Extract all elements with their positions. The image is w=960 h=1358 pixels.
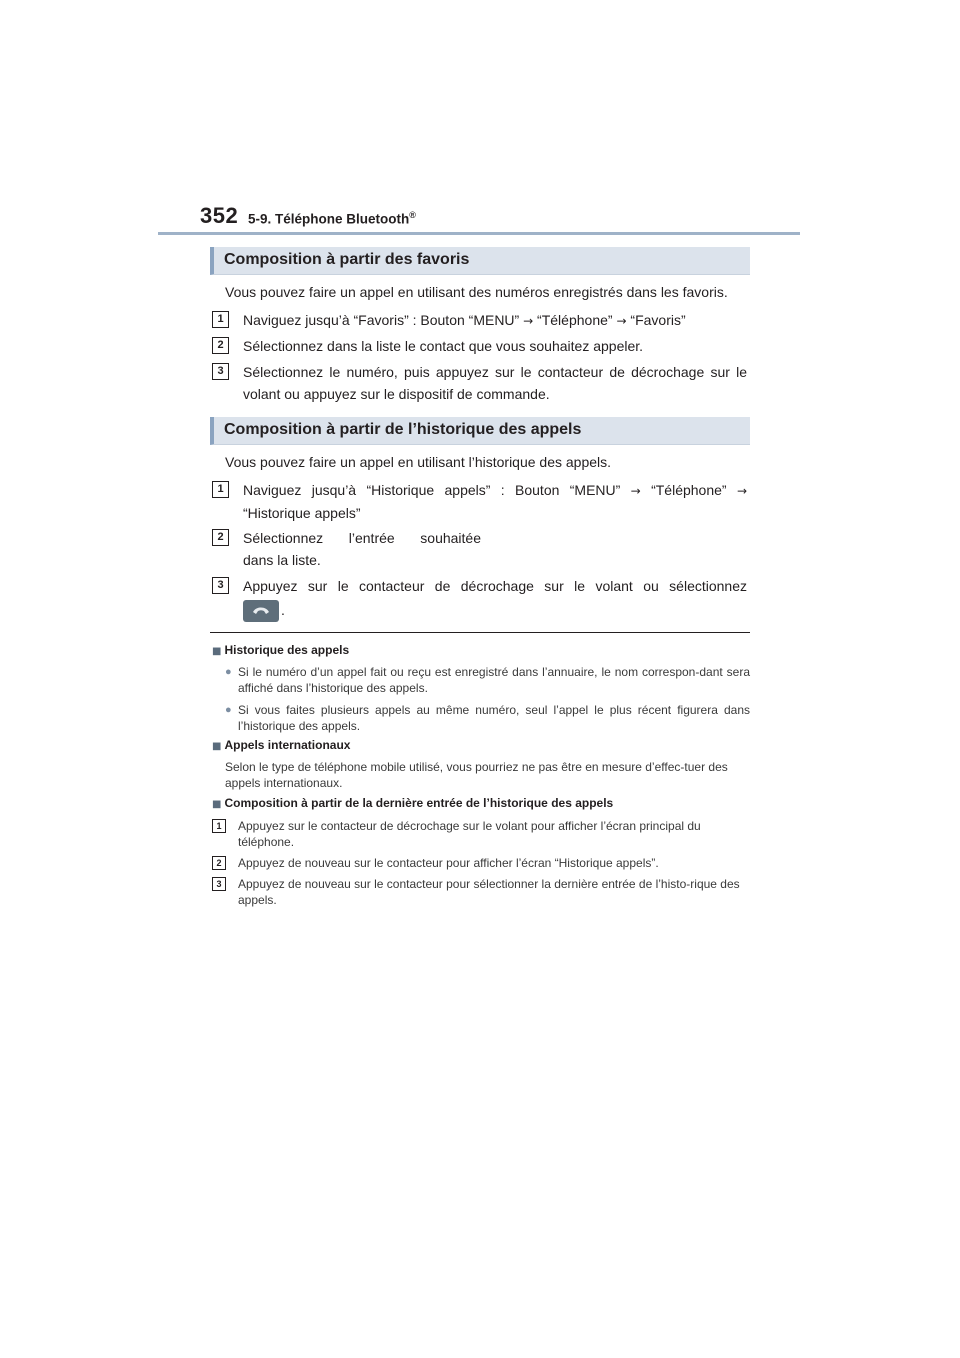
step-number: 1 [212, 819, 226, 833]
step-number: 1 [212, 311, 229, 328]
page-number: 352 [200, 203, 239, 228]
step-number: 2 [212, 529, 229, 546]
square-bullet-icon: ■ [212, 799, 222, 810]
dot-bullet-icon: ● [225, 666, 232, 678]
note-text-internationaux: Selon le type de téléphone mobile utilisé, vous pourriez ne pas être en mesure d’effec-tuer des appels internationaux. [225, 760, 728, 790]
chapter-title: 5-9. Téléphone Bluetooth® [248, 210, 416, 227]
header-rule [158, 232, 800, 235]
note-title-internationaux: ■ Appels internationaux [212, 738, 351, 752]
section1-intro: Vous pouvez faire un appel en utilisant des numéros enregistrés dans les favoris. [225, 284, 728, 300]
dot-bullet-icon: ● [225, 704, 232, 716]
section-title-historique: Composition à partir de l’historique des appels [210, 417, 750, 445]
notes-divider [210, 632, 750, 633]
square-bullet-icon: ■ [212, 741, 222, 752]
step-number: 3 [212, 577, 229, 594]
step-number: 2 [212, 856, 226, 870]
arrow-icon: → [523, 314, 534, 328]
square-bullet-icon: ■ [212, 646, 222, 657]
step-number: 1 [212, 481, 229, 498]
arrow-icon: → [630, 484, 641, 498]
arrow-icon: → [736, 484, 747, 498]
note-title-historique: ■ Historique des appels [212, 643, 350, 657]
note-title-derniere-entree: ■ Composition à partir de la dernière entrée de l’historique des appels [212, 796, 614, 810]
section2-intro: Vous pouvez faire un appel en utilisant l’historique des appels. [225, 454, 612, 470]
phone-handset-icon [243, 600, 279, 622]
step-number: 2 [212, 337, 229, 354]
section-title-favoris: Composition à partir des favoris [210, 247, 750, 275]
step-number: 3 [212, 363, 229, 380]
registered-mark: ® [409, 210, 416, 220]
arrow-icon: → [616, 314, 627, 328]
step-number: 3 [212, 877, 226, 891]
